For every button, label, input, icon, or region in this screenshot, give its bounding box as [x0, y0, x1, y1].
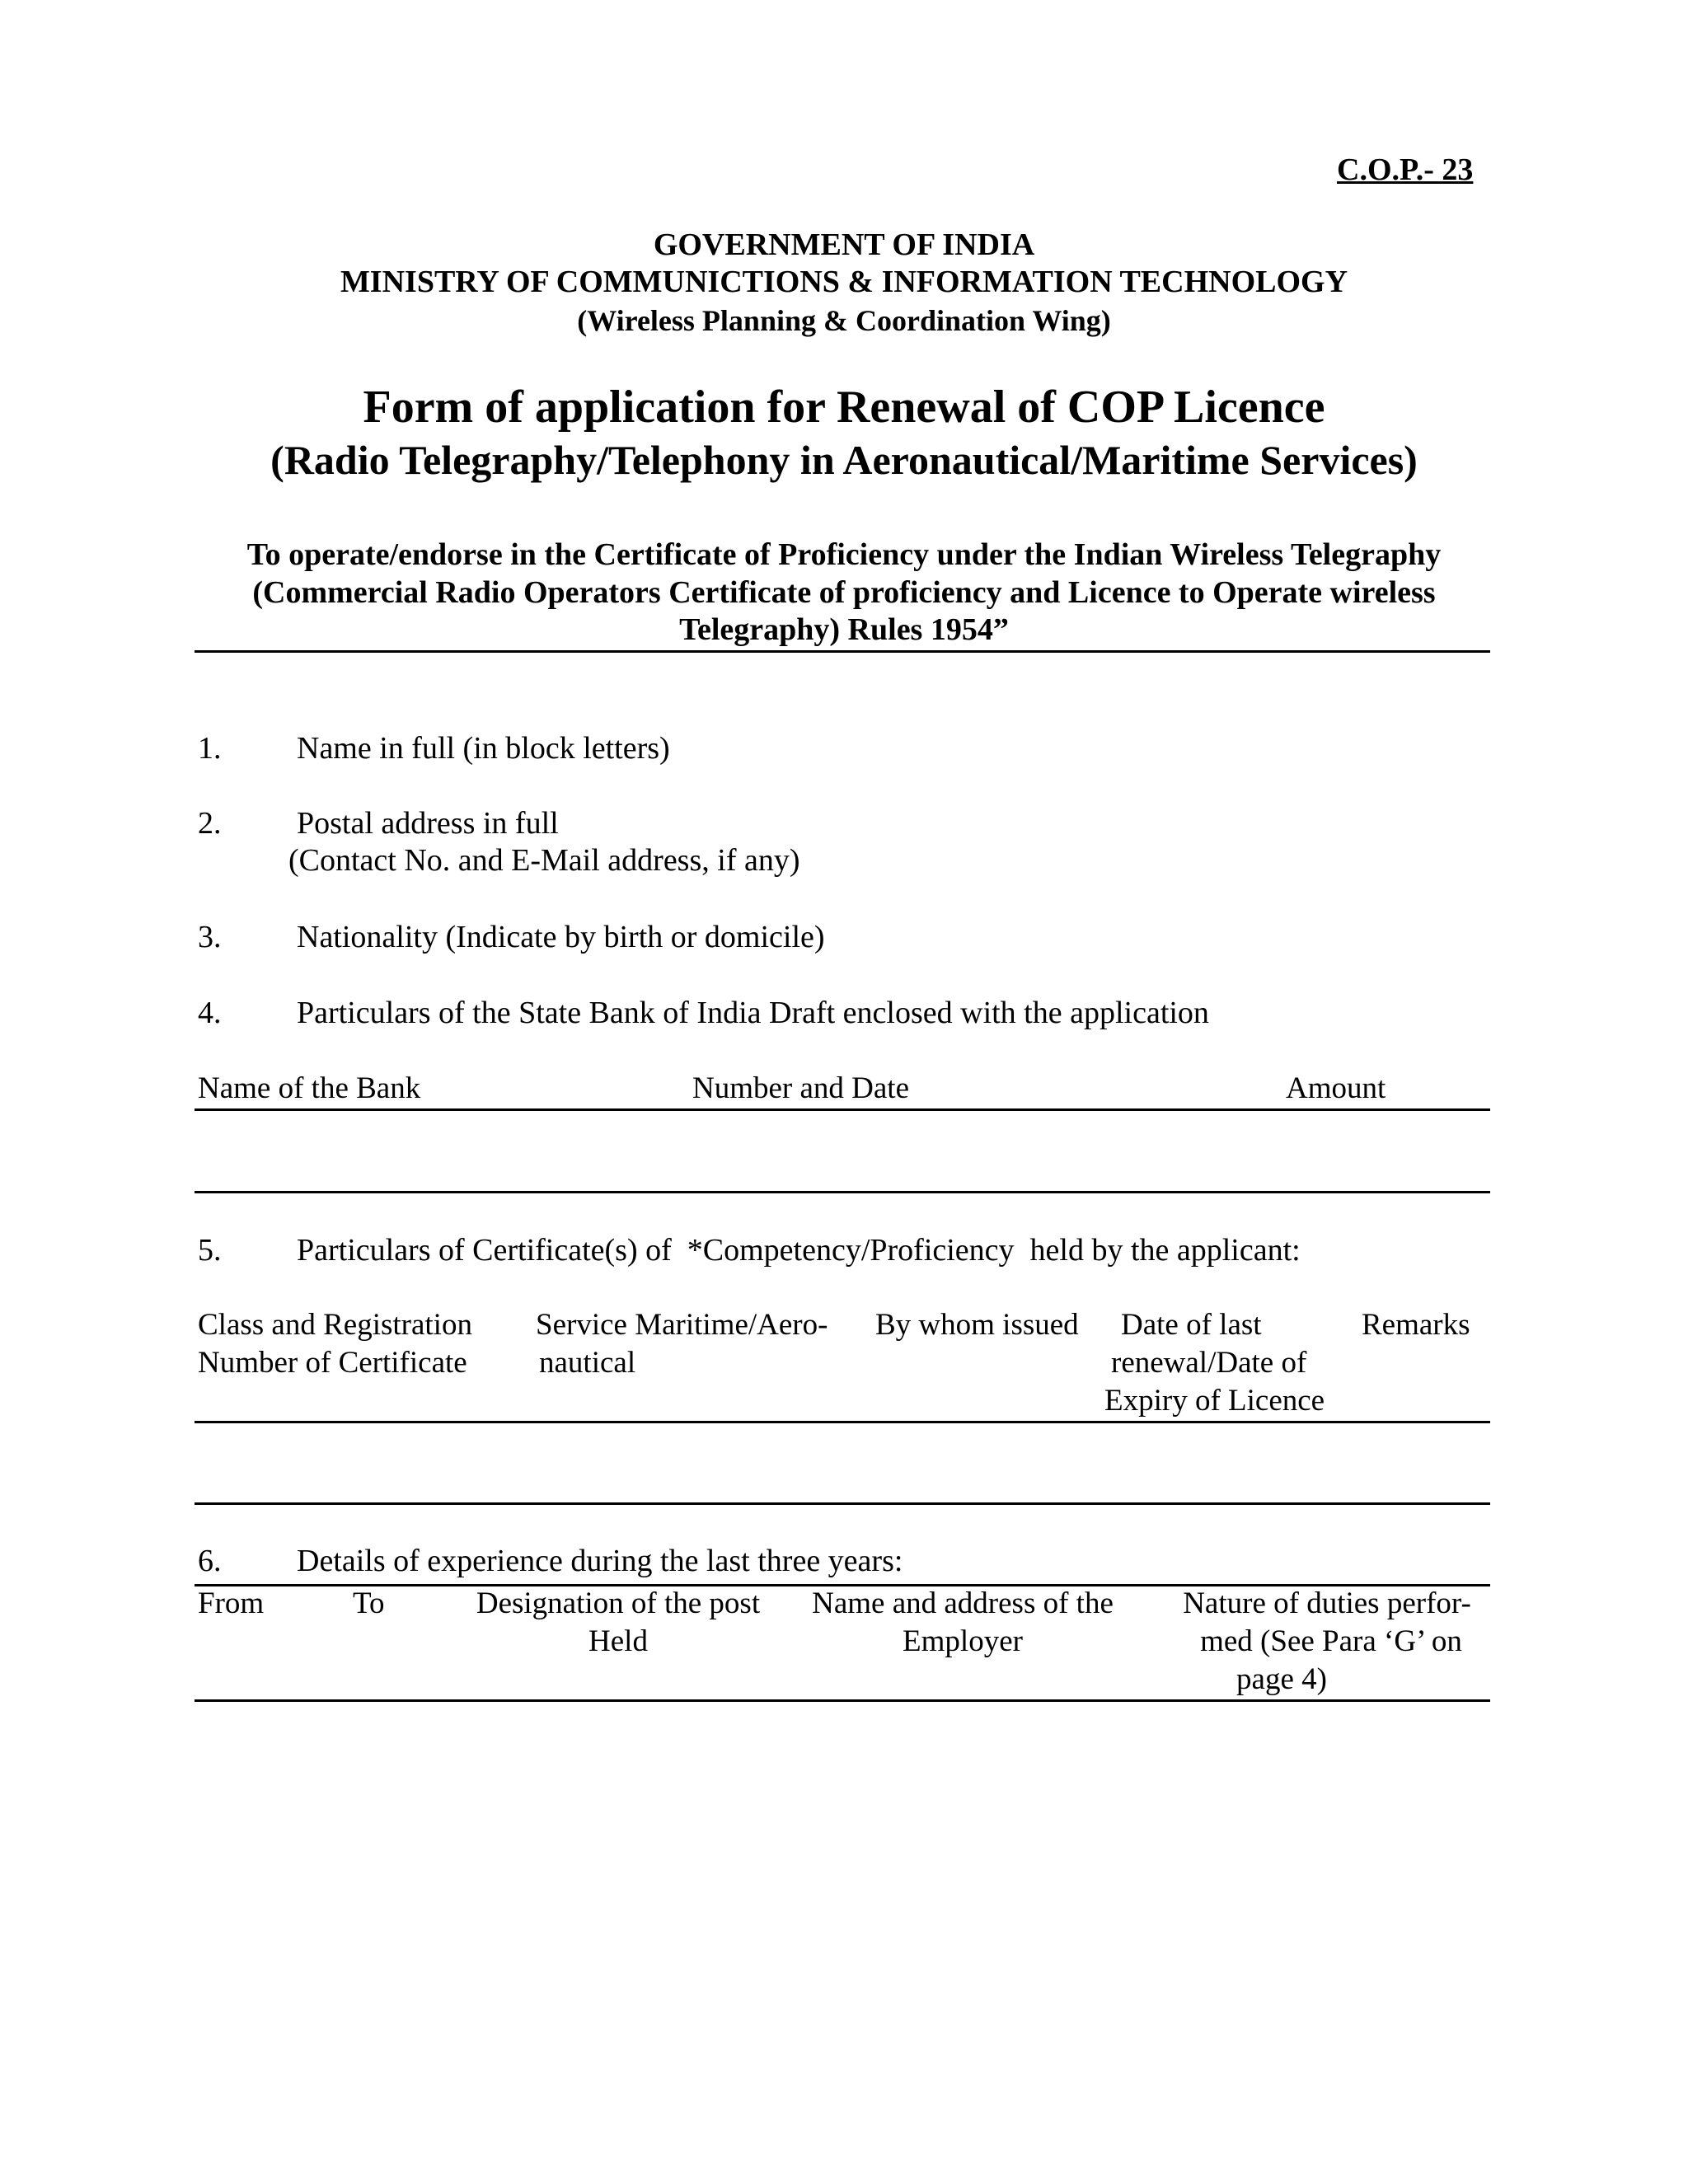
form-code: C.O.P.- 23 [1337, 152, 1474, 187]
exp-header-rule [195, 1699, 1490, 1702]
item-6-label: Details of experience during the last three years: [297, 1544, 903, 1578]
cert-col-date-l2: renewal/Date of [1111, 1346, 1307, 1380]
item-2-label: Postal address in full [297, 806, 559, 841]
exp-col-employer-l2: Employer [903, 1624, 1023, 1658]
form-title: Form of application for Renewal of COP Licence [363, 382, 1325, 433]
intro-line-1: To operate/endorse in the Certificate of Proficiency under the Indian Wireless Telegraphy [246, 537, 1442, 572]
item-1-number: 1. [198, 731, 222, 766]
item-5-number: 5. [198, 1233, 222, 1268]
item-4-number: 4. [198, 996, 222, 1030]
item-1-label: Name in full (in block letters) [297, 731, 670, 766]
cert-col-date [1104, 1306, 1343, 1420]
item-5-label: Particulars of Certificate(s) of *Competency/Proficiency held by the applicant: [297, 1233, 1301, 1268]
header-ministry: MINISTRY OF COMMUNICTIONS & INFORMATION TECHNOLOGY [340, 265, 1348, 299]
form-subtitle: (Radio Telegraphy/Telephony in Aeronautical/Maritime Services) [270, 437, 1418, 483]
exp-col-employer [798, 1585, 1128, 1661]
cert-col-service-l1: Service Maritime/Aero- [536, 1308, 828, 1342]
bank-row-rule [195, 1191, 1490, 1193]
header-government: GOVERNMENT OF INDIA [653, 227, 1035, 262]
exp-col-from-l1: From [198, 1586, 265, 1620]
intro-divider [195, 650, 1490, 653]
item-3-label: Nationality (Indicate by birth or domicile) [297, 920, 825, 954]
exp-col-to [353, 1585, 385, 1623]
exp-col-duties-l2: med (See Para ‘G’ on [1200, 1624, 1462, 1658]
header-wing: (Wireless Planning & Coordination Wing) [577, 304, 1111, 337]
exp-col-to-l1: To [353, 1586, 385, 1620]
item-3-number: 3. [198, 920, 222, 954]
intro-line-2: (Commercial Radio Operators Certificate of proficiency and Licence to Operate wireless [252, 575, 1436, 610]
cert-col-class [198, 1306, 472, 1382]
item-4-label: Particulars of the State Bank of India Draft enclosed with the application [297, 996, 1209, 1030]
bank-col-amount: Amount [1286, 1071, 1386, 1105]
cert-col-issuer [875, 1306, 1079, 1344]
cert-col-class-l1: Class and Registration [198, 1308, 472, 1342]
exp-col-employer-l1: Name and address of the [812, 1586, 1114, 1620]
exp-col-from [198, 1585, 264, 1623]
cert-col-class-l2: Number of Certificate [198, 1346, 467, 1380]
cert-col-service-l2: nautical [539, 1346, 636, 1380]
exp-col-designation [462, 1585, 775, 1661]
exp-col-designation-l2: Held [588, 1624, 648, 1658]
bank-col-number-date: Number and Date [692, 1071, 910, 1105]
cert-col-service [536, 1306, 828, 1382]
cert-col-date-l1: Date of last [1121, 1308, 1262, 1342]
cert-col-issuer-l1: By whom issued [875, 1308, 1079, 1342]
item-2-number: 2. [198, 806, 222, 841]
exp-col-designation-l1: Designation of the post [476, 1586, 761, 1620]
item-2-sublabel: (Contact No. and E-Mail address, if any) [288, 843, 800, 878]
cert-header-rule [195, 1421, 1490, 1423]
bank-header-rule [195, 1108, 1490, 1111]
cert-col-remarks-l1: Remarks [1362, 1308, 1470, 1342]
exp-col-duties-l3: page 4) [1236, 1662, 1327, 1696]
exp-col-duties [1162, 1585, 1492, 1699]
cert-col-date-l3: Expiry of Licence [1104, 1384, 1325, 1418]
item-6-number: 6. [198, 1544, 222, 1578]
intro-line-3: Telegraphy) Rules 1954” [679, 612, 1009, 647]
cert-col-remarks [1362, 1306, 1470, 1344]
cert-row-rule [195, 1502, 1490, 1505]
exp-col-duties-l1: Nature of duties perfor- [1183, 1586, 1471, 1620]
bank-col-name: Name of the Bank [198, 1071, 421, 1105]
